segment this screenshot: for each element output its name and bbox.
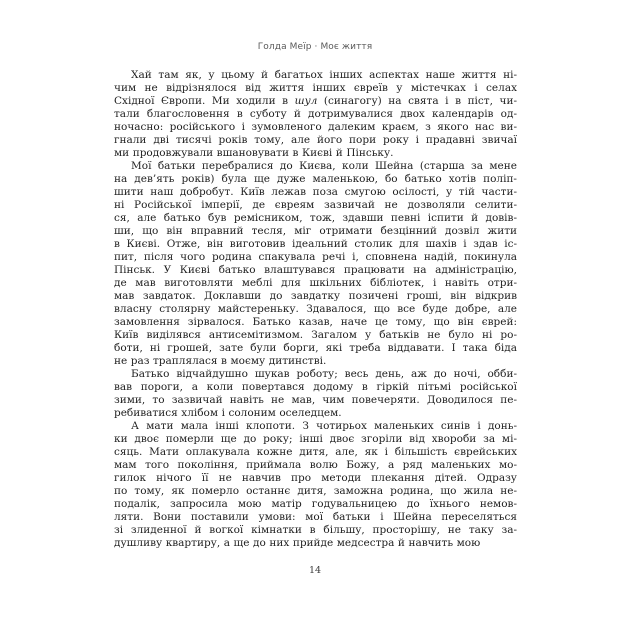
- paragraph: [114, 160, 517, 368]
- text-line: сяць. Мати оплакувала кожне дитя, але, як і більшість єврейських: [114, 446, 517, 458]
- paragraph: [114, 368, 517, 420]
- text-line: ки двоє померли ще до року; інші двоє згоріли від хвороби за мі-: [114, 433, 517, 445]
- text-line: гнали дві тисячі років тому, але його пори року і прадавні звичаї: [114, 134, 517, 146]
- text-line: ребиватися хлібом і солоним оселедцем.: [114, 407, 342, 419]
- text-line: Мої батьки перебралися до Києва, коли Шейна (старша за мене: [131, 160, 517, 172]
- text-line: тали благословення в суботу й дотримувалися двох календарів од-: [114, 108, 517, 120]
- text-line: ночасно: російського і зумовленого далеким краєм, з якого нас ви-: [114, 121, 517, 133]
- paragraph: [114, 69, 517, 160]
- text-line: замовлення зірвалося. Батько казав, наче це тому, що він єврей:: [114, 316, 517, 328]
- text-line: боти, ні грошей, зате були борги, які треба віддавати. І така біда: [114, 342, 517, 354]
- text-line: не раз траплялася в моєму дитинстві.: [114, 355, 327, 367]
- text-line: мав завдаток. Доклавши до завдатку позичені гроші, він відкрив: [114, 290, 517, 302]
- text-line: пит, після чого родина спакувала речі і, сповнена надій, покинула: [114, 251, 517, 263]
- running-head: Голда Меїр · Моє життя: [257, 42, 373, 52]
- text-line: ся, але батько був ремісником, тож, здавши певні іспити й довів-: [114, 212, 517, 224]
- text-line: ляти. Вони поставили умови: мої батьки і Шейна переселяться: [114, 511, 517, 523]
- text-line: ши, що він вправний тесля, міг отримати безцінний дозвіл жити: [114, 225, 517, 237]
- text-line: А мати мала інші клопоти. З чотирьох маленьких синів і донь-: [131, 420, 517, 432]
- text-line: зі злиденної й вогкої кімнатки в більшу, просторішу, не таку за-: [114, 524, 517, 536]
- text-line: власну столярну майстереньку. Здавалося, що все буде добре, але: [114, 303, 517, 315]
- text-line: Батько відчайдушно шукав роботу; весь день, аж до ночі, обби-: [131, 368, 517, 380]
- text-line: вав пороги, а коли повертався додому в гіркій пітьмі російської: [114, 381, 517, 393]
- text-line: де мав виготовляти меблі для шкільних бібліотек, і навіть отри-: [114, 277, 517, 289]
- text-line: зими, то зазвичай навіть не мав, чим повечеряти. Доводилося пе-: [114, 394, 517, 406]
- text-line: чим не відрізнялося від життя інших євреїв у містечках і селах: [114, 82, 517, 94]
- text-line: Східної Європи. Ми ходили в шул (синагогу) на свята і в піст, чи-: [114, 95, 517, 107]
- text-line: подалік, запросила мою матір годувальницею до їхнього немов-: [114, 498, 517, 510]
- text-line: ми продовжували вшановувати в Києві й Пінську.: [114, 147, 394, 159]
- text-line: душливу квартиру, а ще до них прийде медсестра й навчить мою: [114, 537, 481, 549]
- paragraph: [114, 420, 517, 550]
- page-number: 14: [308, 565, 322, 576]
- text-line: Київ виділявся антисемітизмом. Загалом у батьків не було ні ро-: [114, 329, 517, 341]
- text-line: шити наш добробут. Київ лежав поза смугою осілості, у тій части-: [114, 186, 517, 198]
- text-line: Хай там як, у цьому й багатьох інших аспектах наше життя ні-: [131, 69, 517, 81]
- text-line: гилок нічого її не навчив про методи плекання дітей. Одразу: [114, 472, 517, 484]
- text-line: Пінськ. У Києві батько влаштувався працювати на адміністрацію,: [114, 264, 517, 276]
- text-block: [114, 69, 517, 550]
- text-line: мам того покоління, приймала волю Божу, а ряд маленьких мо-: [114, 459, 517, 471]
- text-line: по тому, як померло останнє дитя, заможна родина, що жила не-: [114, 485, 517, 497]
- text-line: ні Російської імперії, де євреям зазвичай не дозволяли селити-: [114, 199, 517, 211]
- text-line: в Києві. Отже, він виготовив ідеальний столик для шахів і здав іс-: [114, 238, 517, 250]
- text-line: на дев’ять років) була ще дуже маленькою, бо батько хотів поліп-: [114, 173, 517, 185]
